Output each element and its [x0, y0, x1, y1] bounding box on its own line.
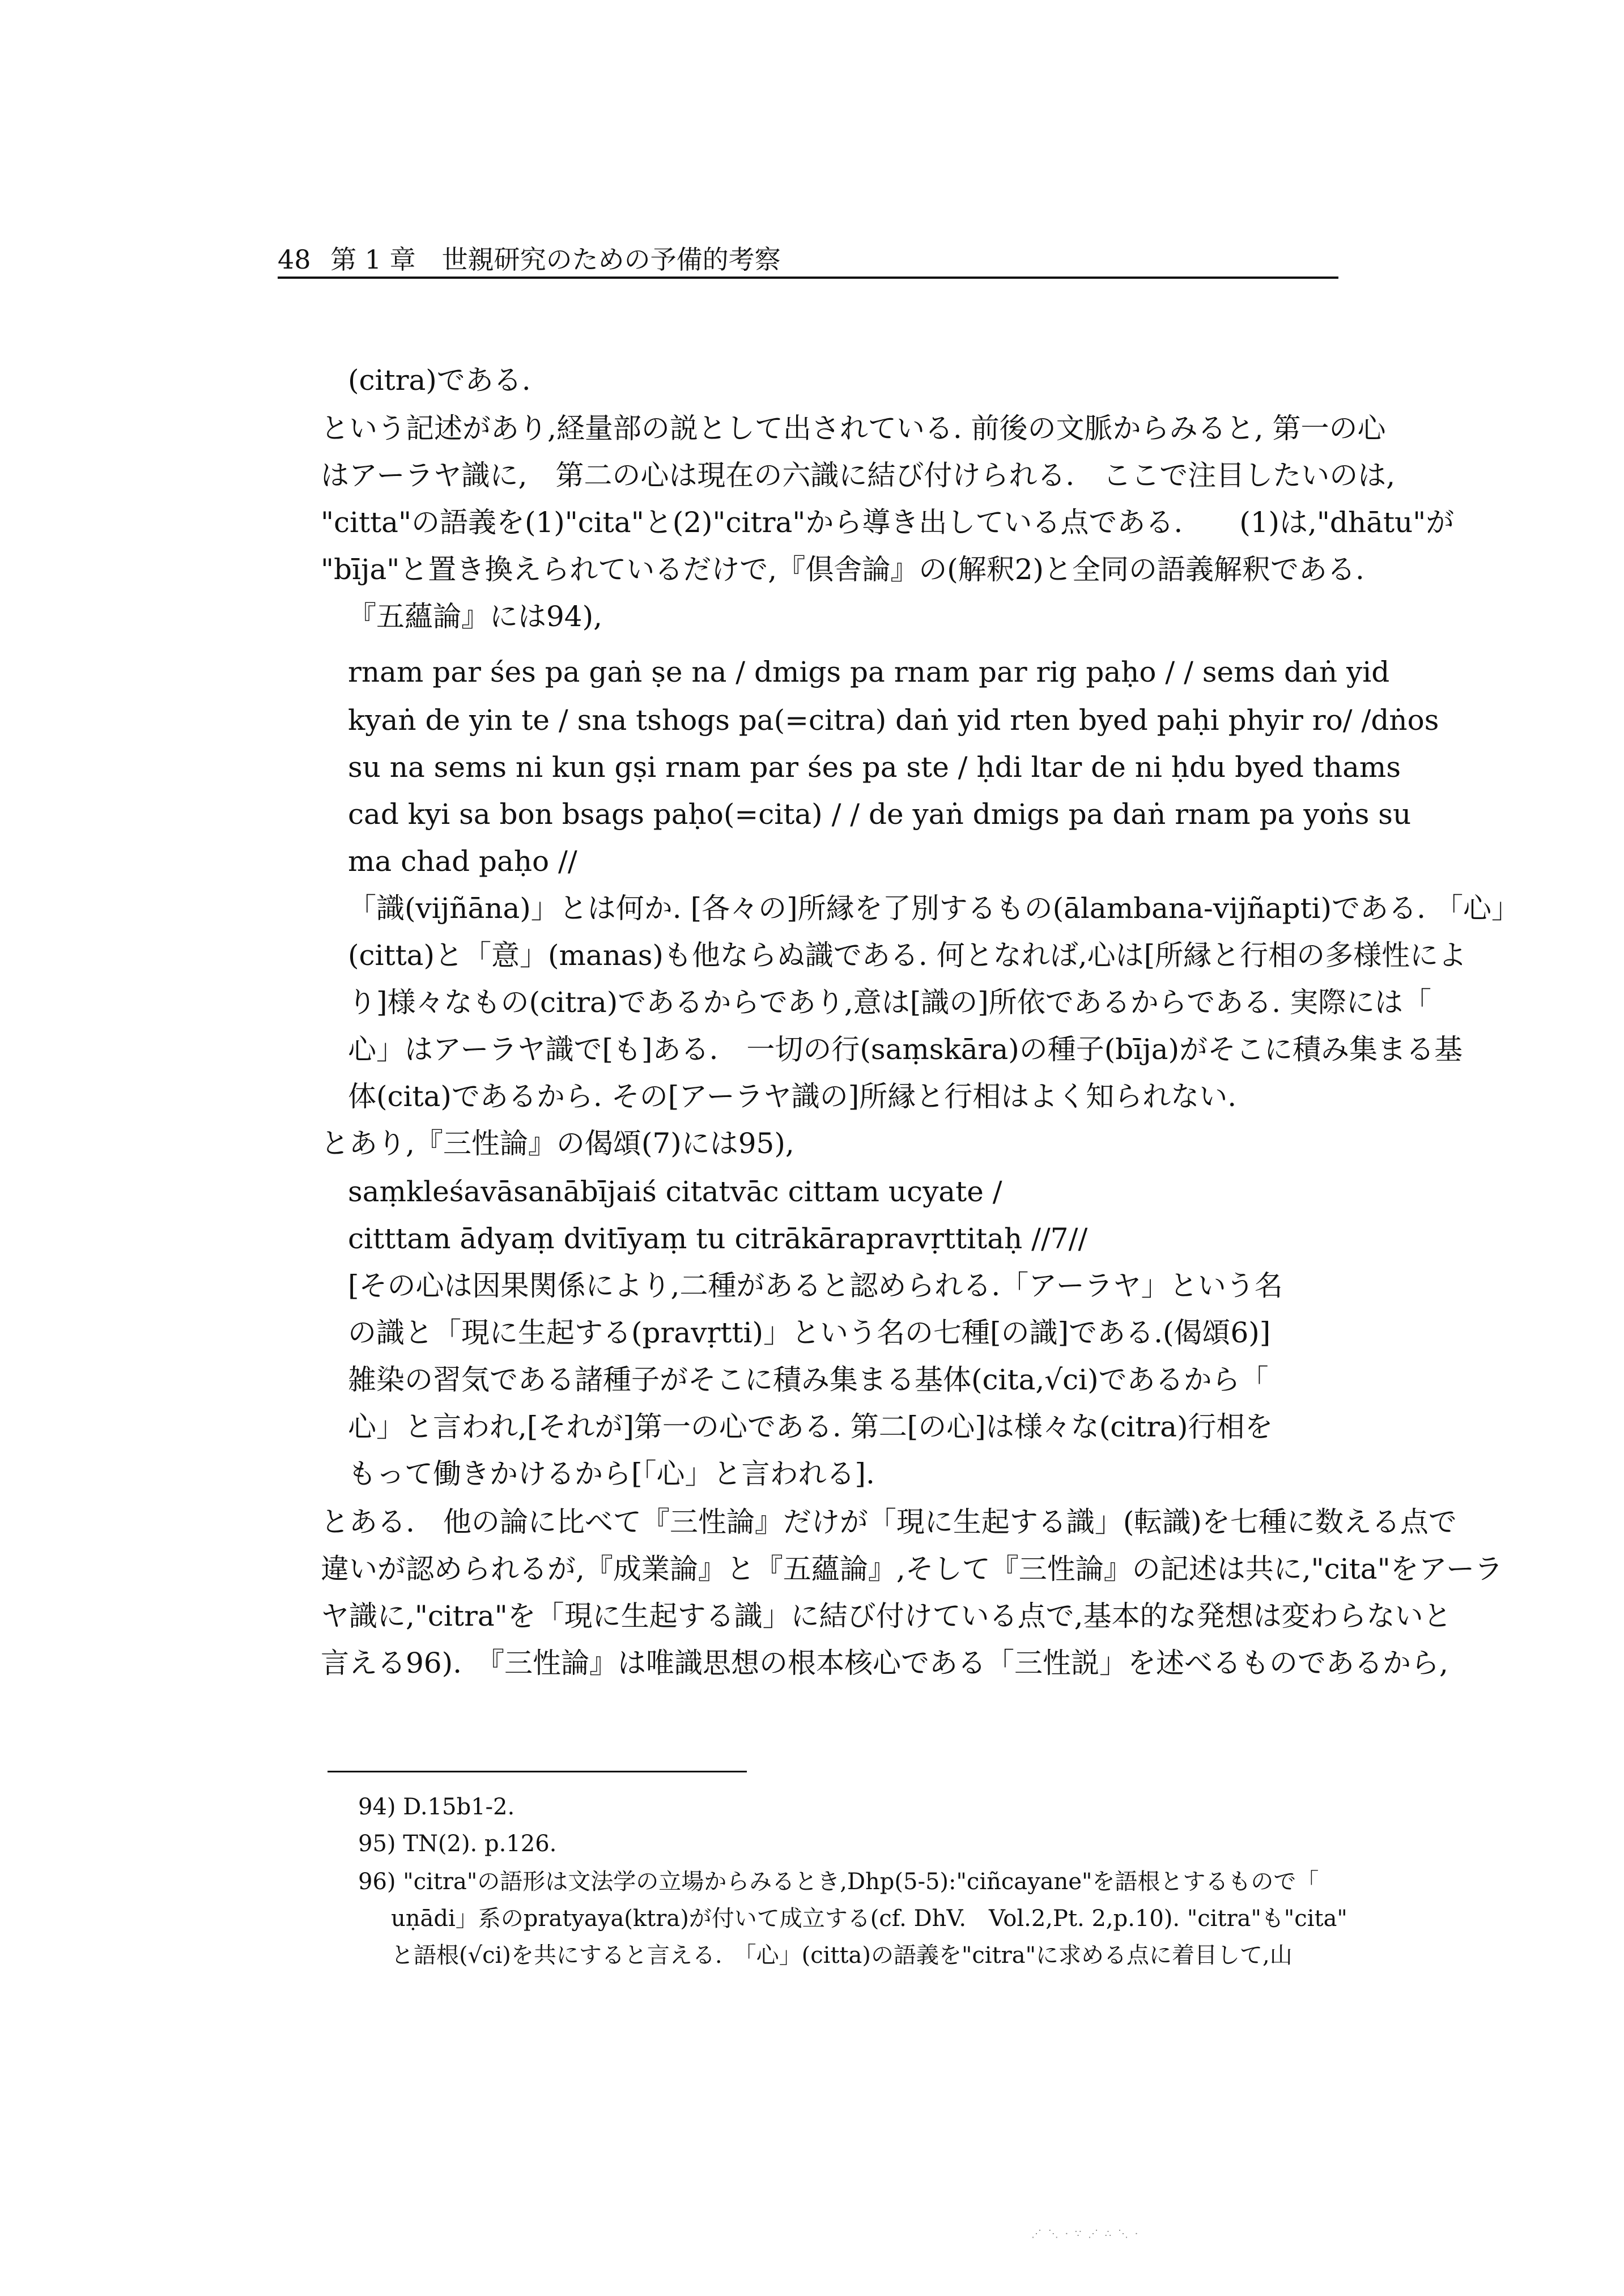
text-line: とある. 他の論に比べて『三性論』だけが「現に生起する識」(転識)を七種に数える点で — [321, 1506, 1457, 1538]
translation-line: り]様々なもの(citra)であるからであり,意は[識の]所依であるからである. 実際には「 — [348, 986, 1432, 1019]
translation-line: もって働きかけるから[「心」と言われる]. — [348, 1457, 875, 1490]
footnote-94: 94) D.15b1-2. — [358, 1794, 515, 1820]
translation-line: 体(cita)であるから. その[アーラヤ識の]所縁と行相はよく知られない. — [348, 1080, 1237, 1113]
text-line: ヤ識に,"citra"を「現に生起する識」に結び付けている点で,基本的な発想は変わらないと — [321, 1600, 1452, 1632]
text-line: 『五蘊論』には94), — [348, 600, 603, 633]
translation-line: [その心は因果関係により,二種があると認められる.「アーラヤ」という名 — [348, 1269, 1283, 1302]
tibetan-quote-line: su na sems ni kun gṣi rnam par śes pa ste / ḥdi ltar de ni ḥdu byed thams — [348, 751, 1401, 784]
tibetan-quote-line: kyaṅ de yin te / sna tshogs pa(=citra) daṅ yid rten byed paḥi phyir ro/ /dṅos — [348, 704, 1439, 737]
text-line: 違いが認められるが,『成業論』と『五蘊論』,そして『三性論』の記述は共に,"cita"をアーラ — [321, 1553, 1503, 1585]
translation-line: 心」と言われ,[それが]第一の心である. 第二[の心]は様々な(citra)行相を — [348, 1410, 1273, 1443]
page-number: 48 — [278, 244, 311, 275]
text-line: (citra)である. — [348, 364, 531, 397]
footnote-divider — [328, 1771, 747, 1772]
footnote-96: 96) "citra"の語形は文法学の立場からみるとき,Dhp(5-5):"ciñcayane"を語根とするもので「 — [358, 1869, 1319, 1895]
text-line: という記述があり,経量部の説として出されている. 前後の文脈からみると, 第一の心 — [321, 412, 1386, 445]
sanskrit-verse-line: citttam ādyaṃ dvitīyaṃ tu citrākārapravṛttitaḥ //7// — [348, 1222, 1088, 1255]
tibetan-quote-line: cad kyi sa bon bsags paḥo(=cita) / / de yaṅ dmigs pa daṅ rnam pa yoṅs su — [348, 798, 1412, 831]
chapter-title: 第 1 章 世親研究のための予備的考察 — [330, 244, 781, 275]
footnote-96-continued: uṇādi」系のpratyaya(ktra)が付いて成立する(cf. DhV. Vol.2,Pt. 2,p.10). "citra"も"cita" — [391, 1906, 1347, 1932]
translation-line: 雑染の習気である諸種子がそこに積み集まる基体(cita,√ci)であるから「 — [348, 1363, 1269, 1396]
footnote-96-continued: と語根(√ci)を共にすると言える. 「心」(citta)の語義を"citra"に求める点に着目して,山 — [391, 1942, 1293, 1968]
translation-line: の識と「現に生起する(pravṛtti)」という名の七種[の識]である.(偈頌6)] — [348, 1316, 1271, 1349]
text-line: はアーラヤ識に, 第二の心は現在の六識に結び付けられる. ここで注目したいのは, — [321, 459, 1396, 492]
text-line: "citta"の語義を(1)"cita"と(2)"citra"から導き出している点である. (1)は,"dhātu"が — [321, 506, 1455, 539]
running-header — [278, 243, 1338, 279]
translation-line: 「識(vijñāna)」とは何か. [各々の]所縁を了別するもの(ālambana-vijñapti)である. 「心」 — [348, 892, 1520, 925]
text-line: "bīja"と置き換えられているだけで,『倶舎論』の(解釈2)と全同の語義解釈である. — [321, 553, 1364, 586]
tibetan-quote-line: rnam par śes pa gaṅ ṣe na / dmigs pa rnam par rig paḥo / / sems daṅ yid — [348, 656, 1390, 688]
translation-line: (citta)と「意」(manas)も他ならぬ識である. 何となれば,心は[所縁と行相の多様性によ — [348, 939, 1467, 972]
sanskrit-verse-line: saṃkleśavāsanābījaiś citatvāc cittam ucyate / — [348, 1175, 1002, 1208]
text-line: とあり,『三性論』の偈頌(7)には95), — [321, 1127, 794, 1160]
scan-artifact: ⋰ ⋱ · ∵ ⋰ ∴ ⋱ · — [1031, 2228, 1140, 2240]
footnote-95: 95) TN(2). p.126. — [358, 1831, 557, 1857]
translation-line: 心」はアーラヤ識で[も]ある. 一切の行(saṃskāra)の種子(bīja)がそこに積み集まる基 — [348, 1033, 1463, 1066]
text-line: 言える96). 『三性論』は唯識思想の根本核心である「三性説」を述べるものであるから, — [321, 1647, 1448, 1680]
tibetan-quote-line: ma chad paḥo // — [348, 845, 577, 878]
